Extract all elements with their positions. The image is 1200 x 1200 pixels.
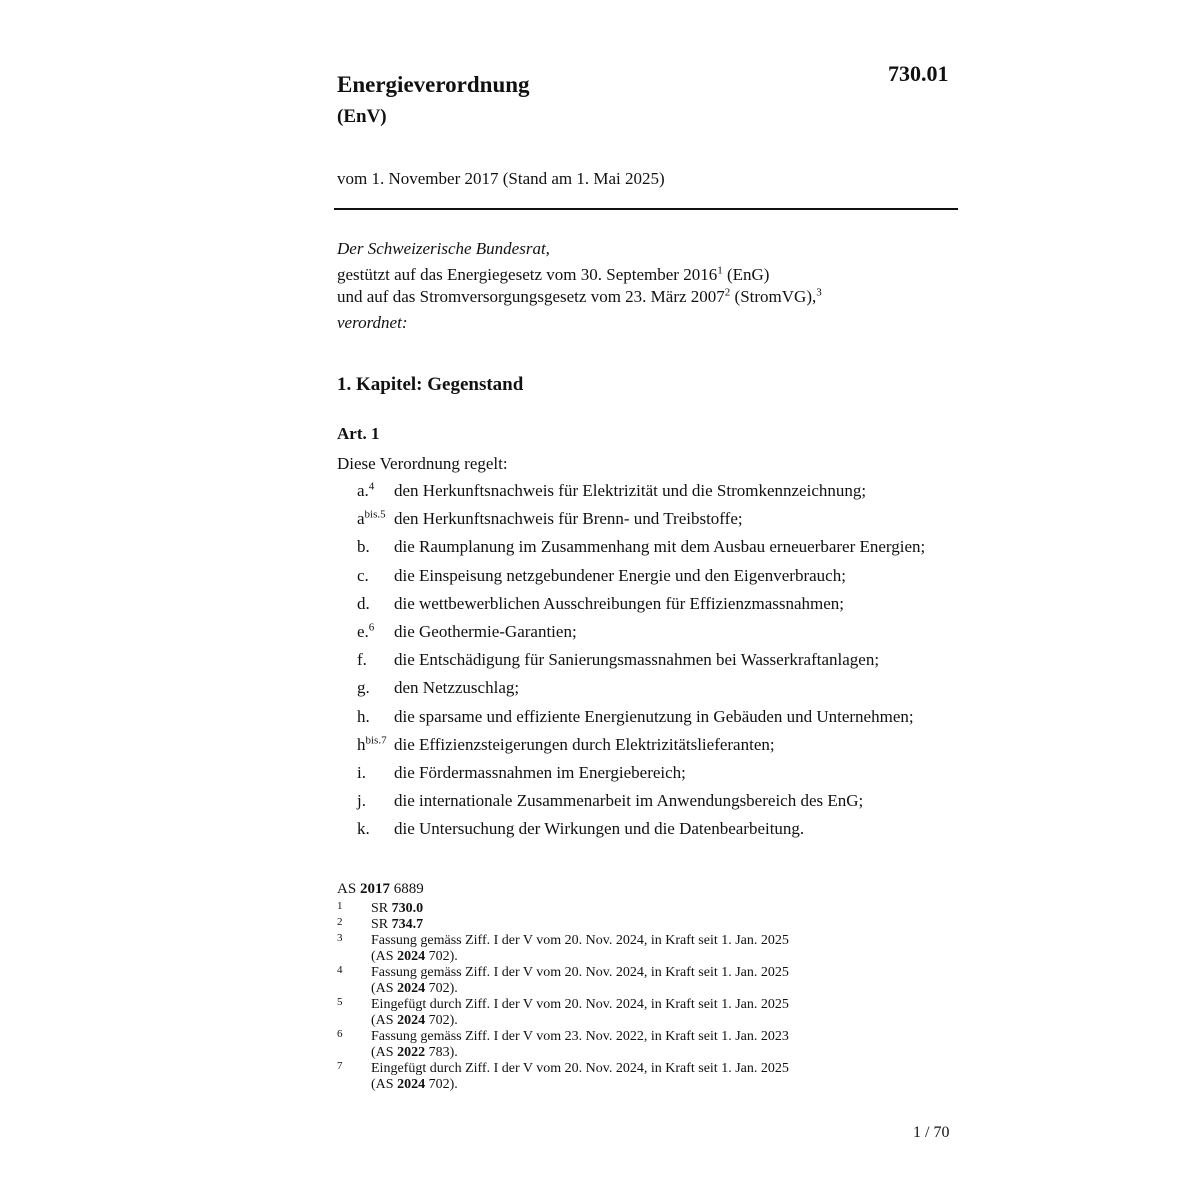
item-label: $a^{bis.5}$	[357, 508, 386, 529]
chapter-heading: 1. Kapitel: Gegenstand	[337, 374, 524, 395]
footnote: 2 SR 734.7	[337, 916, 424, 932]
item-text: die Effizienzsteigerungen durch Elektrizitätslieferanten;	[394, 734, 775, 754]
item-label: i.	[357, 762, 366, 782]
footnote-ref-1[interactable]: 1	[717, 264, 723, 277]
footnote-number: 1	[337, 900, 343, 912]
item-text: den Herkunftsnachweis für Brenn- und Treibstoffe;	[394, 509, 743, 529]
item-label: h.	[357, 706, 370, 726]
item-text: die Untersuchung der Wirkungen und die Datenbearbeitung.	[394, 819, 805, 839]
footnote-ref-2[interactable]: 2	[724, 286, 731, 299]
item-label: e.$^6$	[357, 621, 375, 641]
item-label: $h^{bis.7}$	[357, 734, 387, 754]
item-text: die sparsame und effiziente Energienutzung in Gebäuden und Unternehmen;	[394, 706, 914, 726]
item-label: k.	[357, 819, 370, 839]
preamble-basis-2-end: (StromVG),	[730, 287, 817, 306]
footnote-number: 3	[337, 932, 343, 944]
footnote: 3 Fassung gemäss Ziff. I der V vom 20. Nov. 2024, in Kraft seit 1. Jan. 2025 (AS 2024 702).	[337, 932, 789, 964]
preamble-authority: Der Schweizerische Bundesrat,	[337, 239, 550, 258]
preamble-basis-1-text: gestützt auf das Energiegesetz vom 30. September 2016	[337, 265, 718, 284]
item-text: die Geothermie-Garantien;	[394, 621, 577, 641]
footnote: 5 Eingefügt durch Ziff. I der V vom 20. Nov. 2024, in Kraft seit 1. Jan. 2025 (AS 2024 702).	[337, 996, 789, 1028]
item-text: den Herkunftsnachweis für Elektrizität und die Stromkennzeichnung;	[394, 481, 867, 500]
item-text: die Entschädigung für Sanierungsmassnahmen bei Wasserkraftanlagen;	[394, 650, 880, 670]
footnote-ref-3[interactable]: 3	[816, 286, 822, 299]
item-text: die internationale Zusammenarbeit im Anwendungsbereich des EnG;	[394, 791, 864, 811]
item-text: die Einspeisung netzgebundener Energie und den Eigenverbrauch;	[394, 565, 846, 585]
item-label: d.	[357, 593, 370, 613]
preamble-basis-2-text: und auf das Stromversorgungsgesetz vom 23. März 2007	[337, 287, 725, 306]
document-date: vom 1. November 2017 (Stand am 1. Mai 2025)	[337, 169, 665, 188]
item-text: die Fördermassnahmen im Energiebereich;	[394, 762, 686, 782]
footnotes	[337, 901, 789, 1093]
footnote: 6 Fassung gemäss Ziff. I der V vom 23. Nov. 2022, in Kraft seit 1. Jan. 2023 (AS 2022 783).	[337, 1028, 789, 1060]
footnote: 1 SR 730.0	[337, 900, 424, 916]
item-text: die Raumplanung im Zusammenhang mit dem Ausbau erneuerbarer Energien;	[394, 537, 926, 557]
preamble-basis-1-end: (EnG)	[722, 265, 770, 284]
preamble-basis-1	[337, 265, 769, 285]
item-text: die wettbewerblichen Ausschreibungen für Effizienzmassnahmen;	[394, 593, 845, 613]
as-reference: AS 2017 6889	[337, 881, 424, 897]
item-label: g.	[357, 678, 370, 698]
document-abbreviation: (EnV)	[337, 106, 387, 127]
item-label: b.	[357, 537, 370, 557]
footnote: 7 Eingefügt durch Ziff. I der V vom 20. Nov. 2024, in Kraft seit 1. Jan. 2025 (AS 2024 702).	[337, 1060, 789, 1092]
article-intro: Diese Verordnung regelt:	[337, 454, 508, 473]
footnote-number: 2	[337, 916, 343, 928]
header-divider	[334, 208, 958, 210]
footnote-number: 5	[337, 996, 343, 1008]
item-label: f.	[357, 650, 367, 670]
preamble-decree: verordnet:	[337, 313, 408, 332]
document-title: Energieverordnung	[337, 72, 530, 97]
sr-number: 730.01	[888, 61, 949, 86]
item-label: a.$^4$	[357, 480, 375, 500]
item-label: j.	[357, 791, 366, 811]
article-title: Art. 1	[337, 424, 380, 443]
footnote-number: 7	[337, 1060, 343, 1072]
preamble-basis-2	[337, 287, 822, 307]
item-text: den Netzzuschlag;	[394, 678, 520, 698]
page-number: 1 / 70	[913, 1124, 950, 1141]
footnote-number: 4	[337, 964, 343, 976]
footnote: 4 Fassung gemäss Ziff. I der V vom 20. Nov. 2024, in Kraft seit 1. Jan. 2025 (AS 2024 702).	[337, 964, 789, 996]
footnote-number: 6	[337, 1028, 343, 1040]
item-label: c.	[357, 565, 369, 585]
